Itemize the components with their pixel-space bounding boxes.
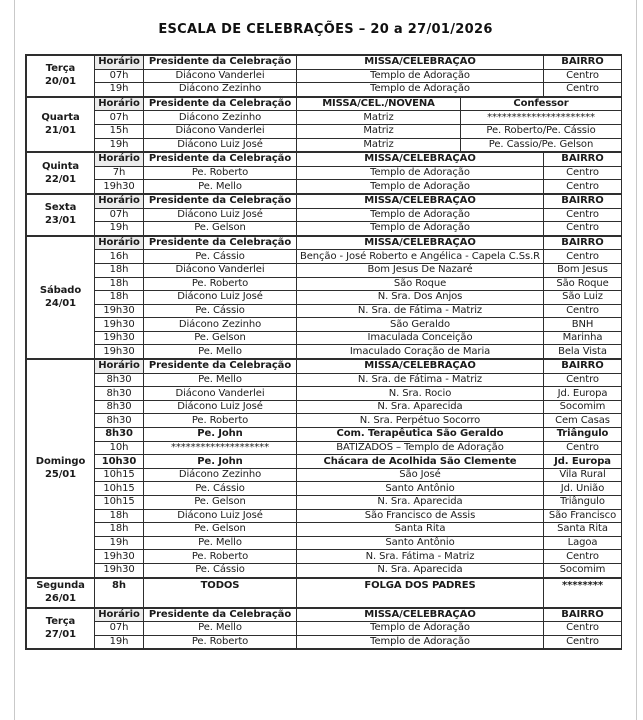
time-cell: 07h — [95, 69, 144, 83]
celebration-cell: Santo Antônio — [297, 482, 544, 496]
column-header: BAIRRO — [544, 194, 622, 208]
celebration-cell: Templo de Adoração — [297, 635, 544, 649]
president-cell: Diácono Luiz José — [144, 509, 297, 523]
celebration-cell: Templo de Adoração — [297, 69, 544, 83]
president-cell: Pe. Mello — [144, 180, 297, 194]
time-cell: 19h30 — [95, 563, 144, 577]
day-date: 23/01 — [45, 215, 76, 227]
time-cell: 19h — [95, 138, 144, 152]
schedule-row — [27, 331, 622, 345]
time-cell: 8h30 — [95, 400, 144, 414]
time-cell: 8h30 — [95, 373, 144, 387]
column-header: BAIRRO — [544, 360, 622, 374]
celebration-cell: N. Sra. Aparecida — [297, 400, 544, 414]
president-cell: Diácono Zezinho — [144, 468, 297, 482]
time-cell: 16h — [95, 250, 144, 264]
day-label — [27, 360, 95, 578]
place-cell: Centro — [544, 83, 622, 97]
column-header: MISSA/CELEBRAÇÃO — [297, 608, 544, 622]
place-cell: Bela Vista — [544, 345, 622, 359]
page-title: ESCALA DE CELEBRAÇÕES – 20 a 27/01/2026 — [158, 22, 493, 37]
celebration-cell: FOLGA DOS PADRES — [297, 578, 544, 607]
celebration-cell: Templo de Adoração — [297, 622, 544, 636]
schedule-row — [27, 441, 622, 455]
president-cell: Pe. Mello — [144, 345, 297, 359]
schedule-table — [25, 54, 622, 650]
celebration-cell: Benção - José Roberto e Angélica - Capela C.Ss.R — [297, 250, 544, 264]
schedule-row — [27, 509, 622, 523]
president-cell: Diácono Vanderlei — [144, 263, 297, 277]
president-cell: Diácono Vanderlei — [144, 387, 297, 401]
president-cell: Diácono Zezinho — [144, 318, 297, 332]
schedule-row — [27, 536, 622, 550]
schedule-row — [27, 222, 622, 236]
day-date: 27/01 — [45, 628, 76, 640]
schedule-row — [27, 578, 622, 607]
time-cell: 19h — [95, 536, 144, 550]
header-row — [27, 97, 622, 111]
president-cell: Diácono Zezinho — [144, 83, 297, 97]
president-cell: Pe. Cássio — [144, 304, 297, 318]
place-cell: Triângulo — [544, 428, 622, 442]
column-header: Horário — [95, 608, 144, 622]
celebration-cell: BATIZADOS – Templo de Adoração — [297, 441, 544, 455]
day-name: Quinta — [41, 160, 80, 172]
president-cell: Pe. John — [144, 455, 297, 469]
celebration-cell: São Francisco de Assis — [297, 509, 544, 523]
place-cell: Socomim — [544, 400, 622, 414]
place-cell: Centro — [544, 373, 622, 387]
day-date: 20/01 — [45, 76, 76, 88]
place-cell: Triângulo — [544, 496, 622, 510]
place-cell: Cem Casas — [544, 414, 622, 428]
place-cell: Centro — [544, 180, 622, 194]
schedule-row — [27, 318, 622, 332]
schedule-row — [27, 563, 622, 577]
time-cell: 19h30 — [95, 345, 144, 359]
president-cell: Pe. Roberto — [144, 166, 297, 180]
day-block — [26, 55, 622, 97]
president-cell: Pe. John — [144, 428, 297, 442]
president-cell: Pe. Cássio — [144, 563, 297, 577]
place-cell: Vila Rural — [544, 468, 622, 482]
place-cell: Jd. União — [544, 482, 622, 496]
celebration-cell: Santo Antônio — [297, 536, 544, 550]
time-cell: 07h — [95, 622, 144, 636]
day-label — [27, 608, 95, 649]
celebration-cell: Bom Jesus De Nazaré — [297, 263, 544, 277]
place-cell: ******** — [544, 578, 622, 607]
time-cell: 19h30 — [95, 318, 144, 332]
place-cell: Centro — [544, 250, 622, 264]
president-cell: Pe. Gelson — [144, 523, 297, 537]
celebration-cell: Imaculado Coração de Maria — [297, 345, 544, 359]
celebration-cell: São Roque — [297, 277, 544, 291]
time-cell: 19h — [95, 83, 144, 97]
place-cell: Marinha — [544, 331, 622, 345]
column-header: Horário — [95, 236, 144, 250]
place-cell: Socomim — [544, 563, 622, 577]
time-cell: 10h30 — [95, 455, 144, 469]
celebration-cell: N. Sra. de Fátima - Matriz — [297, 373, 544, 387]
celebration-cell: N. Sra. Aparecida — [297, 496, 544, 510]
column-header: Presidente da Celebração — [144, 97, 297, 111]
president-cell: Diácono Luiz José — [144, 400, 297, 414]
place-cell: Jd. Europa — [544, 455, 622, 469]
time-cell: 8h30 — [95, 387, 144, 401]
time-cell: 10h15 — [95, 482, 144, 496]
president-cell: Pe. Mello — [144, 373, 297, 387]
celebration-cell: São José — [297, 468, 544, 482]
celebration-cell: N. Sra. Fátima - Matriz — [297, 550, 544, 564]
day-date: 21/01 — [45, 124, 76, 136]
column-header: BAIRRO — [544, 608, 622, 622]
place-cell: Pe. Roberto/Pe. Cássio — [461, 124, 622, 138]
celebration-cell: Templo de Adoração — [297, 208, 544, 222]
schedule-row — [27, 111, 622, 125]
time-cell: 19h — [95, 222, 144, 236]
time-cell: 8h — [95, 578, 144, 607]
column-header: MISSA/CELEBRAÇÃO — [297, 236, 544, 250]
column-header: Presidente da Celebração — [144, 608, 297, 622]
column-header: Horário — [95, 194, 144, 208]
time-cell: 18h — [95, 509, 144, 523]
column-header: Presidente da Celebração — [144, 56, 297, 70]
place-cell: Santa Rita — [544, 523, 622, 537]
header-row — [27, 608, 622, 622]
header-row — [27, 360, 622, 374]
place-cell: Centro — [544, 304, 622, 318]
column-header: Presidente da Celebração — [144, 236, 297, 250]
time-cell: 10h — [95, 441, 144, 455]
day-name: Segunda — [36, 579, 85, 591]
president-cell: Pe. Mello — [144, 536, 297, 550]
place-cell: Jd. Europa — [544, 387, 622, 401]
celebration-cell: Matriz — [297, 111, 461, 125]
day-label — [27, 56, 95, 97]
day-block — [26, 97, 622, 152]
time-cell: 18h — [95, 523, 144, 537]
day-name: Sábado — [39, 284, 82, 296]
place-cell: Centro — [544, 622, 622, 636]
time-cell: 07h — [95, 111, 144, 125]
place-cell: São Luiz — [544, 291, 622, 305]
time-cell: 8h30 — [95, 414, 144, 428]
president-cell: Diácono Vanderlei — [144, 124, 297, 138]
column-header: Presidente da Celebração — [144, 360, 297, 374]
schedule-row — [27, 208, 622, 222]
place-cell: Centro — [544, 208, 622, 222]
column-header: Presidente da Celebração — [144, 194, 297, 208]
place-cell: Lagoa — [544, 536, 622, 550]
day-label — [27, 236, 95, 358]
time-cell: 18h — [95, 277, 144, 291]
day-date: 25/01 — [45, 468, 76, 480]
celebration-cell: Templo de Adoração — [297, 83, 544, 97]
place-cell: Centro — [544, 222, 622, 236]
president-cell: Pe. Cássio — [144, 250, 297, 264]
celebration-cell: Templo de Adoração — [297, 180, 544, 194]
day-date: 24/01 — [45, 297, 76, 309]
column-header: Presidente da Celebração — [144, 153, 297, 167]
celebration-cell: N. Sra. Perpétuo Socorro — [297, 414, 544, 428]
header-row — [27, 56, 622, 70]
column-header: MISSA/CEL./NOVENA — [297, 97, 461, 111]
time-cell: 7h — [95, 166, 144, 180]
time-cell: 19h30 — [95, 331, 144, 345]
column-header: BAIRRO — [544, 236, 622, 250]
time-cell: 18h — [95, 263, 144, 277]
time-cell: 10h15 — [95, 468, 144, 482]
schedule-row — [27, 263, 622, 277]
place-cell: Pe. Cassio/Pe. Gelson — [461, 138, 622, 152]
schedule-row — [27, 468, 622, 482]
day-block — [26, 236, 622, 359]
header-row — [27, 236, 622, 250]
place-cell: Bom Jesus — [544, 263, 622, 277]
celebration-cell: Templo de Adoração — [297, 166, 544, 180]
place-cell: Centro — [544, 550, 622, 564]
schedule-row — [27, 304, 622, 318]
schedule-row — [27, 277, 622, 291]
day-label — [27, 578, 95, 607]
day-name: Sexta — [44, 202, 77, 214]
celebration-cell: N. Sra. de Fátima - Matriz — [297, 304, 544, 318]
time-cell: 19h — [95, 635, 144, 649]
schedule-row — [27, 250, 622, 264]
celebration-cell: Com. Terapêutica São Geraldo — [297, 428, 544, 442]
president-cell: Pe. Gelson — [144, 496, 297, 510]
day-name: Terça — [45, 615, 76, 627]
day-block — [26, 152, 622, 194]
president-cell: Pe. Roberto — [144, 635, 297, 649]
day-date: 22/01 — [45, 173, 76, 185]
schedule-row — [27, 83, 622, 97]
celebration-cell: Santa Rita — [297, 523, 544, 537]
celebration-cell: Matriz — [297, 138, 461, 152]
day-name: Terça — [45, 63, 76, 75]
schedule-row — [27, 387, 622, 401]
place-cell: ********************** — [461, 111, 622, 125]
place-cell: Centro — [544, 166, 622, 180]
time-cell: 07h — [95, 208, 144, 222]
column-header: Confessor — [461, 97, 622, 111]
celebration-cell: N. Sra. Aparecida — [297, 563, 544, 577]
president-cell: Diácono Zezinho — [144, 111, 297, 125]
schedule-row — [27, 291, 622, 305]
day-label — [27, 153, 95, 194]
celebration-cell: Chácara de Acolhida São Clemente — [297, 455, 544, 469]
time-cell: 10h15 — [95, 496, 144, 510]
time-cell: 19h30 — [95, 550, 144, 564]
schedule-row — [27, 635, 622, 649]
schedule-row — [27, 523, 622, 537]
celebration-cell: N. Sra. Dos Anjos — [297, 291, 544, 305]
schedule-row — [27, 166, 622, 180]
schedule-row — [27, 622, 622, 636]
schedule-row — [27, 550, 622, 564]
column-header: Horário — [95, 56, 144, 70]
president-cell: Pe. Gelson — [144, 222, 297, 236]
header-row — [27, 153, 622, 167]
place-cell: São Roque — [544, 277, 622, 291]
president-cell: Diácono Luiz José — [144, 208, 297, 222]
schedule-row — [27, 482, 622, 496]
schedule-row — [27, 400, 622, 414]
celebration-cell: Imaculada Conceição — [297, 331, 544, 345]
day-block — [26, 194, 622, 236]
schedule-row — [27, 138, 622, 152]
time-cell: 18h — [95, 291, 144, 305]
president-cell: Diácono Vanderlei — [144, 69, 297, 83]
column-header: MISSA/CELEBRAÇÃO — [297, 56, 544, 70]
place-cell: BNH — [544, 318, 622, 332]
time-cell: 19h30 — [95, 304, 144, 318]
president-cell: Pe. Roberto — [144, 550, 297, 564]
celebration-cell: Matriz — [297, 124, 461, 138]
schedule-row — [27, 496, 622, 510]
place-cell: Centro — [544, 69, 622, 83]
place-cell: Centro — [544, 635, 622, 649]
schedule-row — [27, 180, 622, 194]
day-block — [26, 359, 622, 578]
column-header: MISSA/CELEBRAÇÃO — [297, 194, 544, 208]
president-cell: Pe. Mello — [144, 622, 297, 636]
place-cell: São Francisco — [544, 509, 622, 523]
schedule-row — [27, 373, 622, 387]
column-header: Horário — [95, 153, 144, 167]
day-block — [26, 608, 622, 650]
time-cell: 15h — [95, 124, 144, 138]
time-cell: 8h30 — [95, 428, 144, 442]
place-cell: Centro — [544, 441, 622, 455]
president-cell: Pe. Roberto — [144, 414, 297, 428]
president-cell: Diácono Luiz José — [144, 138, 297, 152]
celebration-cell: N. Sra. Rocio — [297, 387, 544, 401]
column-header: Horário — [95, 360, 144, 374]
president-cell: TODOS — [144, 578, 297, 607]
schedule-row — [27, 428, 622, 442]
president-cell: Diácono Luiz José — [144, 291, 297, 305]
column-header: MISSA/CELEBRAÇÃO — [297, 153, 544, 167]
president-cell: Pe. Roberto — [144, 277, 297, 291]
day-label — [27, 194, 95, 235]
column-header: BAIRRO — [544, 56, 622, 70]
president-cell: Pe. Cássio — [144, 482, 297, 496]
celebration-cell: São Geraldo — [297, 318, 544, 332]
schedule-row — [27, 69, 622, 83]
day-label — [27, 97, 95, 151]
day-name: Quarta — [41, 111, 80, 123]
header-row — [27, 194, 622, 208]
time-cell: 19h30 — [95, 180, 144, 194]
day-name: Domingo — [35, 455, 86, 467]
schedule-row — [27, 414, 622, 428]
document-page — [14, 0, 637, 720]
celebration-cell: Templo de Adoração — [297, 222, 544, 236]
schedule-row — [27, 455, 622, 469]
column-header: Horário — [95, 97, 144, 111]
day-date: 26/01 — [45, 592, 76, 604]
schedule-row — [27, 345, 622, 359]
president-cell: ******************** — [144, 441, 297, 455]
schedule-row — [27, 124, 622, 138]
president-cell: Pe. Gelson — [144, 331, 297, 345]
day-block — [26, 578, 622, 608]
column-header: BAIRRO — [544, 153, 622, 167]
column-header: MISSA/CELEBRAÇÃO — [297, 360, 544, 374]
